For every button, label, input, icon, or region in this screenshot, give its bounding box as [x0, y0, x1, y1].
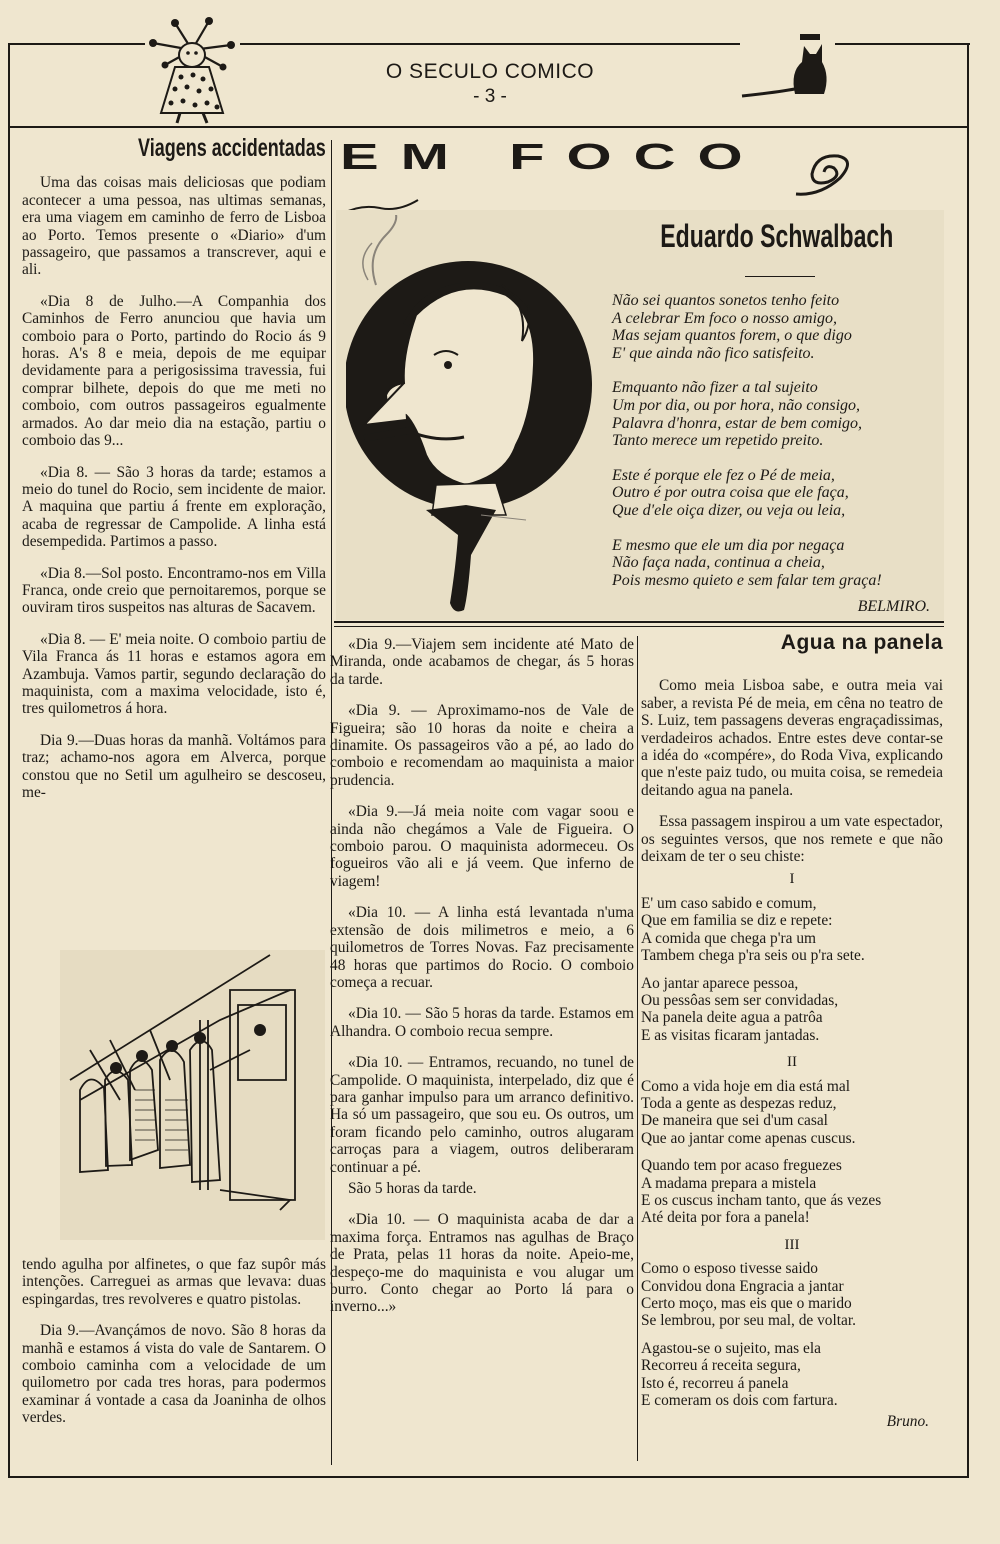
header-rule [8, 126, 969, 128]
left-column-continued [22, 1256, 326, 1441]
poem-line: Convidou dona Engracia a jantar [641, 1277, 844, 1295]
poem-line: A madama prepara a mistela [641, 1174, 817, 1192]
poem-line: Emquanto não fizer a tal sujeito [612, 379, 818, 397]
paragraph: «Dia 9. — Aproximamo-nos de Vale de Figueira; são 10 horas da noite e cheira a dinamite. Os passageiros vão a pé, ao lado do comboio e recomendam ao maquinista a maior prudencia. [330, 702, 634, 789]
top-rule-left [10, 43, 145, 45]
paragraph: São 5 horas da tarde. [348, 1179, 477, 1197]
frame-bottom [8, 1476, 969, 1478]
paragraph: «Dia 10. — A linha está levantada n'uma extensão de dois milimetros e meio, a 6 quilometros de Torres Novas. Faz precisamente 48 horas que partimos do Rocio. O comboio começa a recuar. [330, 904, 634, 991]
poem-line: Quando tem por acaso freguezes [641, 1157, 842, 1175]
poem-line: De maneira que sei d'um casal [641, 1112, 828, 1130]
poem-line: Mas sejam quantos forem, o que digo [612, 327, 852, 345]
poem-line: E' que ainda não fico satisfeito. [612, 344, 815, 362]
paragraph: «Dia 9.—Já meia noite com vagar soou e ainda não chegámos a Vale de Figueira. O comboio parou. O maquinista adormeceu. Os fogueiros vão ali e já veem. Que inferno de viagem! [330, 803, 634, 890]
poem-line: Como o esposo tivesse saido [641, 1260, 818, 1278]
poem-line: Ao jantar aparece pessoa, [641, 974, 799, 992]
poem-line: Outro é por outra coisa que ele faça, [612, 484, 849, 502]
name-underline [745, 276, 815, 277]
poem-line: Ou pessôas sem ser convidadas, [641, 991, 839, 1009]
paragraph: Dia 9.—Avançámos de novo. São 8 horas da manhã e estamos á vista do vale de Santarem. O comboio caminha com a velocidade de um quilometro por cada tres horas, para podermos examinar á vontade a casa da Joaninha de olhos verdes. [22, 1322, 326, 1427]
bruno-signature: Bruno. [886, 1413, 929, 1431]
section-numeral: III [784, 1236, 800, 1253]
paragraph: Essa passagem inspirou a um vate espectador, os seguintes versos, que nos remete e que não deixam de ter o seu chiste: [641, 813, 943, 866]
paragraph: «Dia 8. — São 3 horas da tarde; estamos a meio do tunel do Rocio, sem incidente de maior. A maquina que partiu á frente em exploração, acaba de regressar de Campolide. A linha está desempedida. Partimos a passo. [22, 463, 326, 551]
train-passengers-illustration [60, 950, 325, 1240]
poem-line: Este é porque ele fez o Pé de meia, [612, 466, 835, 484]
poem-stanza [641, 975, 943, 1045]
top-rule-right [835, 43, 970, 45]
caricature-portrait [346, 215, 606, 625]
article-heading [22, 134, 326, 162]
poem-stanza [641, 1340, 943, 1410]
cat-icon [740, 32, 835, 102]
poem-line: Isto é, recorreu á panela [641, 1374, 789, 1392]
paragraph: «Dia 8 de Julho.—A Companhia dos Caminhos de Ferro anunciou que havia um comboio para o Porto, partindo do Rocio ás 9 horas. A's 8 e meia, depois de me equipar devidamente para a perigosissima travessia, fui comprar bilhete, depois do que me meti no comboio, com outros passageiros egualmente armados. Ao dar meio dia na estação, partiu o comboio das 9... [22, 292, 326, 450]
feature-name [612, 218, 942, 255]
poem-line: Não sei quantos sonetos tenho feito [612, 292, 840, 309]
poem-line: Tambem chega p'ra seis ou p'ra sete. [641, 947, 865, 965]
poem-line: Toda a gente as despezas reduz, [641, 1094, 837, 1112]
poem-line: Que em familia se diz e repete: [641, 912, 833, 930]
poem-line: A celebrar Em foco o nosso amigo, [612, 309, 838, 327]
poem-line: Um por dia, ou por hora, não consigo, [612, 396, 861, 414]
masthead [300, 60, 680, 108]
feature-poem [612, 292, 952, 606]
poem-line: Até deita por fora a panela! [641, 1209, 810, 1227]
frame-right [967, 43, 969, 1478]
poem-stanza [641, 895, 943, 965]
left-column [22, 134, 326, 801]
em-foco-title: EM FOCO [340, 136, 765, 177]
poem-line: Se lembrou, por seu mal, de voltar. [641, 1312, 856, 1330]
poem-stanza [641, 1078, 943, 1148]
paragraph: Dia 9.—Duas horas da manhã. Voltámos para traz; achamo-nos agora em Alverca, porque constou que no Setil um agulheiro se descoseu, me- [22, 731, 326, 801]
agua-na-panela-heading: Agua na panela [780, 631, 943, 654]
poem-line: Palavra d'honra, estar de bem comigo, [612, 414, 863, 432]
poem-line: Tanto merece um repetido preito. [612, 432, 824, 450]
frame-left [8, 43, 10, 1478]
poem-line: E' um caso sabido e comum, [641, 894, 817, 912]
feature-signature: BELMIRO. [857, 598, 930, 615]
poem-line: Agastou-se o sujeito, mas ela [641, 1339, 821, 1357]
poem-line: Que d'ele oiça dizer, ou veja ou leia, [612, 501, 846, 519]
poem-line: Pois mesmo quieto e sem falar tem graça! [612, 571, 882, 589]
poem-line: Que ao jantar come apenas cuscus. [641, 1129, 856, 1147]
newspaper-title: O SECULO COMICO [385, 60, 595, 83]
poem-stanza [612, 379, 952, 449]
spiral-icon [790, 146, 860, 201]
poem-stanza [612, 467, 952, 520]
column-divider-2 [637, 636, 638, 1461]
viagens-heading: Viagens accidentadas [138, 134, 326, 162]
poem-line: E comeram os dois com fartura. [641, 1392, 838, 1410]
paragraph: Uma das coisas mais deliciosas que podiam acontecer a uma pessoa, nas ultimas semanas, era uma viagem em caminho de ferro de Lisboa ao Porto. Temos presente o «Diario» d'um passageiro, que passamos a transcrever, aqui e ali. [22, 174, 326, 279]
paragraph: tendo agulha por alfinetes, o que faz supôr más intenções. Carreguei as armas que levava: duas espingardas, tres revolveres e quatro pistolas. [22, 1256, 326, 1308]
paragraph: «Dia 8. — E' meia noite. O comboio partiu de Vila Franca ás 11 horas e estamos agora em Azambuja. Vamos partir, segundo declaração do maquinista, com a maxima velocidade, isto é, tres quilometros á hora. [22, 630, 326, 718]
poem-line: E as visitas ficaram jantadas. [641, 1026, 820, 1044]
poem-line: Não faça nada, continua a cheia, [612, 554, 825, 572]
paragraph: «Dia 10. — O maquinista acaba de dar a maxima força. Entramos nas agulhas de Braço de Prata, pelas 11 horas da noite. Apeio-me, despeço-me do maquinista e vou alugar um burro. Conto chegar ao Porto lá para o inverno...» [330, 1211, 634, 1316]
mascot-doll-icon [145, 15, 240, 125]
em-foco-heading [340, 136, 820, 196]
eduardo-schwalbach-heading: Eduardo Schwalbach [660, 218, 894, 254]
middle-column [330, 636, 634, 1330]
feature-rule-top [334, 621, 944, 623]
poem-stanza [612, 537, 952, 590]
poem-line: A comida que chega p'ra um [641, 929, 817, 947]
paragraph: «Dia 9.—Viajem sem incidente até Mato de Miranda, onde acabamos de chegar, ás 5 horas da tarde. [330, 636, 634, 688]
paragraph: «Dia 10. — São 5 horas da tarde. Estamos em Alhandra. O comboio recua sempre. [330, 1005, 634, 1040]
top-rule-middle [240, 43, 740, 45]
paragraph: Como meia Lisboa sabe, e outra meia vai saber, a revista Pé de meia, em cêna no teatro de S. Luiz, tem passagens deveras engraçadissimas, verdadeiros achados. Entre estes deve contar-se a idéa do «compére», do Roda Viva, explicando que n'este paiz tudo, ou muita coisa, se remedeia deitando agua na panela. [641, 677, 943, 799]
poem-line: E os cuscus incham tanto, que ás vezes [641, 1191, 882, 1209]
poem-stanza [641, 1260, 943, 1330]
section-numeral: II [787, 1054, 797, 1071]
poem-line: Como a vida hoje em dia está mal [641, 1077, 850, 1095]
poem-line: E mesmo que ele um dia por negaça [612, 536, 845, 554]
poem-line: Recorreu á receita segura, [641, 1357, 801, 1375]
paragraph: «Dia 8.—Sol posto. Encontramo-nos em Villa Franca, onde creio que pernoitaremos, porque se ouviram tiros suspeitos nas alturas de Sacavem. [22, 564, 326, 617]
right-column [641, 631, 943, 1431]
paragraph: «Dia 10. — Entramos, recuando, no tunel de Campolide. O maquinista, interpelado, diz que é para ganhar impulso para um arranco definitivo. Ha só um passageiro, que sou eu. Os outros, um foram ficando pelo caminho, outros alugaram carroças para a viagem, outros deliberaram continuar a pé. [330, 1054, 634, 1176]
poem-stanza [612, 292, 952, 362]
page-number: - 3 - [473, 86, 507, 107]
agua-poem [641, 871, 943, 1409]
feature-rule-bottom [334, 626, 944, 627]
poem-line: Na panela deite agua a patrôa [641, 1009, 823, 1027]
poem-stanza [641, 1157, 943, 1227]
section-numeral: I [789, 871, 795, 888]
poem-line: Certo moço, mas eis que o marido [641, 1295, 852, 1312]
